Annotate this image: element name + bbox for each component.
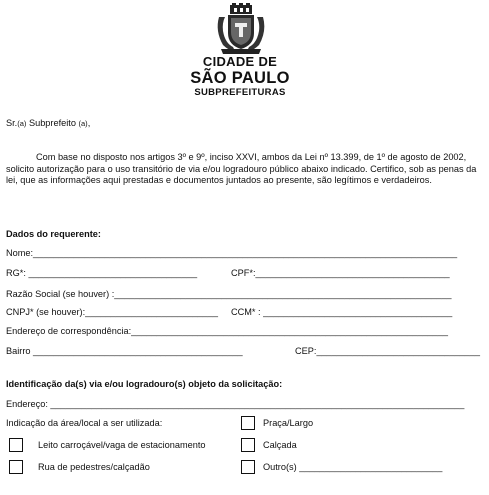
checkbox-praca-largo[interactable] <box>241 416 255 430</box>
checkbox-calcada[interactable] <box>241 438 255 452</box>
logo-line-sao-paulo: SÃO PAULO <box>190 69 290 87</box>
coat-of-arms-logo <box>213 3 269 55</box>
salutation-gender-a2: (a) <box>78 119 88 128</box>
salutation-comma: , <box>87 118 91 128</box>
logo-line-subprefeituras: SUBPREFEITURAS <box>194 87 286 98</box>
razao-social-field[interactable]: Razão Social (se houver) :__________________________________________________________________ <box>6 289 452 299</box>
requester-heading: Dados do requerente: <box>6 229 101 239</box>
location-address-field[interactable]: Endereço: _________________________________________________________________________________ <box>6 399 465 409</box>
correspondence-address-field[interactable]: Endereço de correspondência:______________________________________________________________ <box>6 326 448 336</box>
checkbox-leito-carrocavel[interactable] <box>9 438 23 452</box>
option-label-outros[interactable]: Outro(s) ____________________________ <box>263 462 443 472</box>
cnpj-field[interactable]: CNPJ* (se houver):__________________________ <box>6 307 218 317</box>
logo-line-city: CIDADE DE <box>202 54 278 69</box>
area-label: Indicação da área/local a ser utilizada: <box>6 418 163 428</box>
salutation-gender-a1: (a) <box>17 119 27 128</box>
option-label-rua-pedestres: Rua de pedestres/calçadão <box>38 462 150 472</box>
intro-paragraph: Com base no disposto nos artigos 3º e 9º, inciso XXVI, ambos da Lei nº 13.399, de 1º de agosto de 2002, solicito autorização para o uso transitório de via e/ou logradouro público abaixo indicado. Certifico, sob as penas da lei, que as informações aqui prestadas e documentos juntados ao presente, são legítimos e verdadeiros. <box>6 152 477 186</box>
checkbox-outros[interactable] <box>241 460 255 474</box>
salutation-title: Subprefeito <box>26 118 79 128</box>
ccm-field[interactable]: CCM* : _____________________________________ <box>231 307 453 317</box>
salutation <box>6 118 90 129</box>
bairro-field[interactable]: Bairro _________________________________________ <box>6 346 243 356</box>
option-label-leito-carrocavel: Leito carroçável/vaga de estacionamento <box>38 440 206 450</box>
cpf-field[interactable]: CPF*:______________________________________ <box>231 268 450 278</box>
option-label-calcada: Calçada <box>263 440 297 450</box>
rg-field[interactable]: RG*: _________________________________ <box>6 268 198 278</box>
cep-field[interactable]: CEP:________________________________ <box>295 346 480 356</box>
checkbox-rua-pedestres[interactable] <box>9 460 23 474</box>
salutation-prefix: Sr. <box>6 118 18 128</box>
location-heading: Identificação da(s) via e/ou logradouro(s) objeto da solicitação: <box>6 379 283 389</box>
option-label-praca-largo: Praça/Largo <box>263 418 314 428</box>
name-field[interactable]: Nome:___________________________________________________________________________________ <box>6 248 458 258</box>
